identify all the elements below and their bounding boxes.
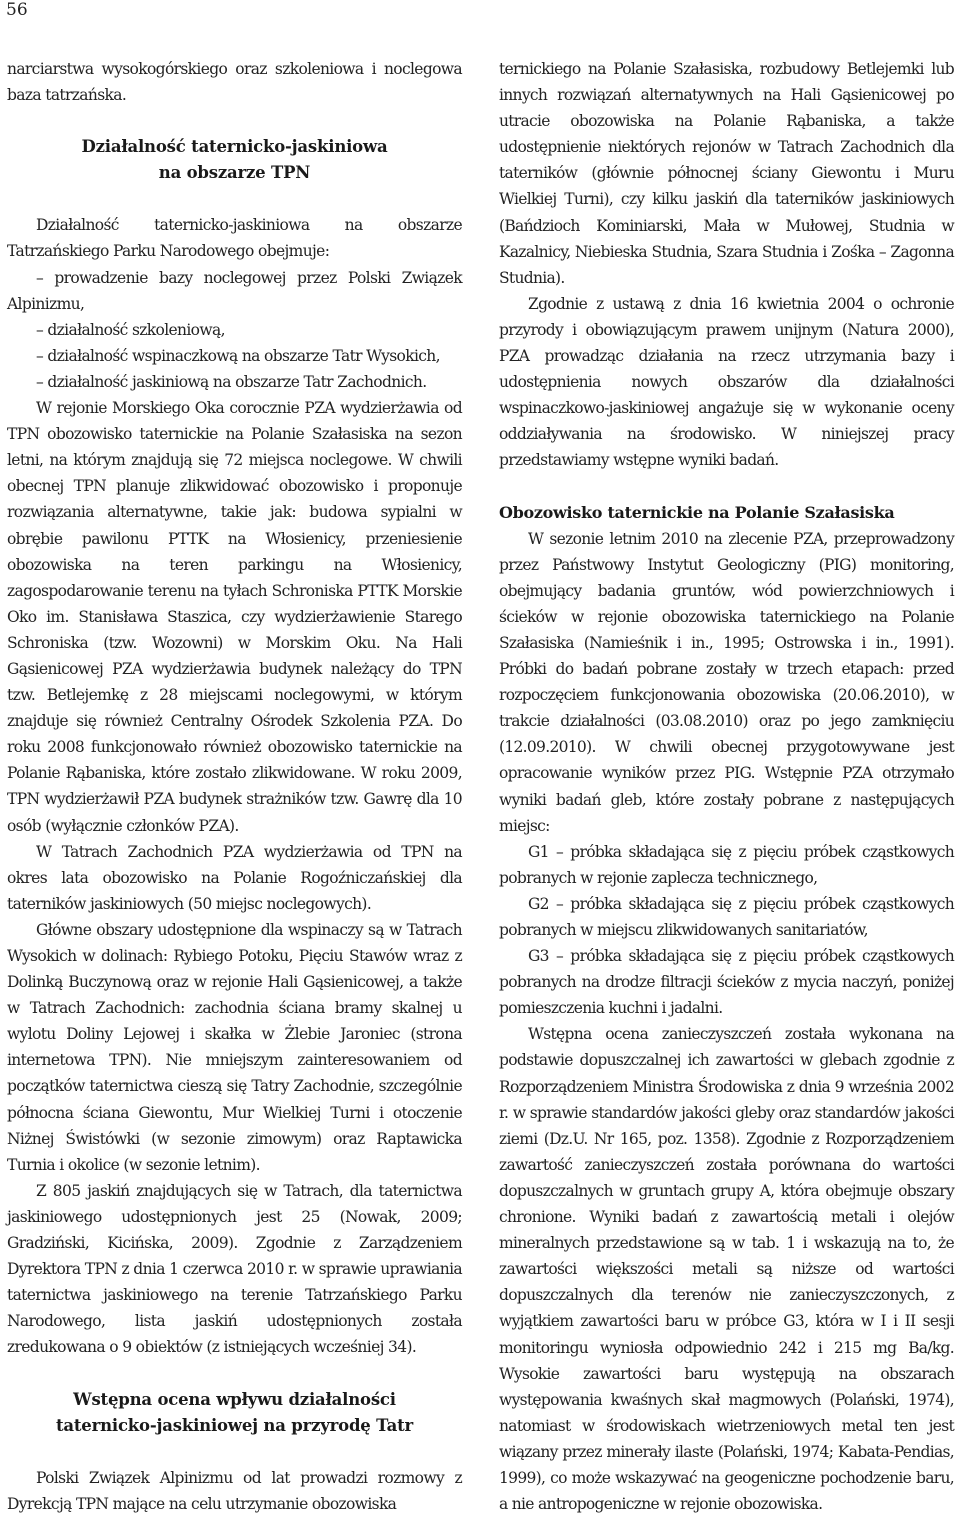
list-item: – działalność szkoleniową, <box>36 320 225 339</box>
paragraph: Polski Związek Alpinizmu od lat prowadzi rozmowy z Dyrekcją TPN mające na celu utrzymanie obozowiska <box>7 1468 462 1513</box>
list-item: – działalność wspinaczkową na obszarze Tatr Wysokich, <box>36 346 440 365</box>
paragraph: W rejonie Morskiego Oka corocznie PZA wydzierżawia od TPN obozowisko taternickie na Polanie Szałasiska na sezon letni, na którym znajdują się 72 miejsca noclegowe. W chwili obecnej TPN planuje zlikwidować obozowisko i proponuje rozwiązania alternatywne, takie jak: budowa sypialni w obrębie pawilonu PTTK na Włosienicy, przeniesienie obozowiska na teren parkingu na Włosienicy, zagospodarowanie terenu na tyłach Schroniska PTTK Morskie Oko im. Stanisława Staszica, czy wydzierżawienie Starego Schroniska (tzw. Wozowni) w Morskim Oku. Na Hali Gąsienicowej PZA wydzierżawia budynek należący do TPN tzw. Betlejemkę z 28 miejscami noclegowymi, w którym znajduje się również Centralny Ośrodek Szkolenia PZA. Do roku 2008 funkcjonowało również obozowisko taternickie na Polanie Rąbaniska, które zostało zlikwidowane. W roku 2009, TPN wydzierżawił PZA budynek strażników tzw. Gawrę dla 10 osób (wyłącznie członków PZA). <box>7 399 462 835</box>
paragraph: W sezonie letnim 2010 na zlecenie PZA, przeprowadzony przez Państwowy Instytut Geologiczny (PIG) monitoring, obejmujący badania gruntów, wód powierzchniowych i ścieków w rejonie obozowiska taternickiego na Polanie Szałasiska (Namieśnik i in., 1995; Ostrowska i in., 1991). Próbki do badań pobrane zostały w trzech etapach: przed rozpoczęciem funkcjonowania obozowiska (20.06.2010), w trakcie działalności (03.08.2010) oraz po jego zamknięciu (12.09.2010). W chwili obecnej przygotowywane jest opracowanie wyników przez PIG. Wstępnie PZA otrzymało wyniki badań gleb, które zostały pobrane z następujących miejsc: <box>499 529 954 835</box>
page-number: 56 <box>6 0 28 20</box>
sample-item-g3: G3 – próbka składająca się z pięciu próbek cząstkowych pobranych na drodze filtracji ścieków z mycia naczyń, poniżej pomieszczenia kuchni i jadalni. <box>499 947 954 1018</box>
paragraph: Wstępna ocena zanieczyszczeń została wykonana na podstawie dopuszczalnej ich zawartości w glebach zgodnie z Rozporządzeniem Ministra Środowiska z dnia 9 września 2002 r. w sprawie standardów jakości gleby oraz standardów jakości ziemi (Dz.U. Nr 165, poz. 1358). Zgodnie z Rozporządzeniem zawartość zanieczyszczeń została porównana do wartości dopuszczalnych w gruntach grupy A, która obejmuje obszary chronione. Wyniki badań z zawartością metali i olejów mineralnych przedstawione są w tab. 1 i wskazują na to, że zawartości większości metali są niższe od wartości dopuszczalnych dla terenów nie zanieczyszczonych, z wyjątkiem zawartości baru w próbce G3, która w I i II sesji monitoringu wyniosła odpowiednio 242 i 215 mg Ba/kg. Wysokie zawartości baru występują na obszarach występowania kwaśnych skał magmowych (Polański, 1974), natomiast w środowiskach wietrzeniowych metal ten jest wiązany przez minerały ilaste (Polański, 1974; Kabata-Pendias, 1999), co może wskazywać na geogeniczne pochodzenie baru, a nie antropogeniczne w rejonie obozowiska. <box>499 1025 954 1514</box>
paragraph: Zgodnie z ustawą z dnia 16 kwietnia 2004 o ochronie przyrody i obowiązującym prawem unijnym (Natura 2000), PZA prowadząc działania na rzecz utrzymania bazy i udostępnienia nowych obszarów dla działalności wspinaczkowo-jaskiniowej angażuje się w wykonanie oceny oddziaływania na środowisko. W niniejszej pracy przedstawiamy wstępne wyniki badań. <box>499 294 954 470</box>
section-heading-2-line-1: Wstępna ocena wpływu działalności <box>73 1389 396 1409</box>
paragraph: Z 805 jaskiń znajdujących się w Tatrach, dla taternictwa jaskiniowego udostępnionych jest 25 (Nowak, 2009; Gradziński, Kicińska, 2009). Zgodnie z Zarządzeniem Dyrektora TPN z dnia 1 czerwca 2010 r. w sprawie uprawiania taternictwa jaskiniowego na terenie Tatrzańskiego Parku Narodowego, lista jaskiń udostępnionych została zredukowana o 9 obiektów (z istniejących wcześniej 34). <box>7 1181 462 1357</box>
spacer <box>7 1361 462 1387</box>
list-item: – działalność jaskiniową na obszarze Tatr Zachodnich. <box>36 372 427 391</box>
paragraph: Główne obszary udostępnione dla wspinaczy są w Tatrach Wysokich w dolinach: Rybiego Potoku, Pięciu Stawów wraz z Dolinką Buczynową oraz w rejonie Hali Gąsienicowej, a także w Tatrach Zachodnich: zachodnia ściana bramy skalnej u wylotu Doliny Lejowej i skałka w Żlebie Jaroniec (strona internetowa TPN). Nie mniejszym zainteresowaniem od początków taternictwa cieszą się Tatry Zachodnie, szczególnie północna ściana Giewontu, Mur Wielkiej Turni i otoczenie Niżnej Świstówki (w sezonie zimowym) oraz Raptawicka Turnia i okolice (w sezonie letnim). <box>7 920 462 1174</box>
spacer <box>7 1439 462 1465</box>
left-column <box>7 56 462 1517</box>
spacer <box>7 186 462 212</box>
paragraph-continuation: ternickiego na Polanie Szałasiska, rozbudowy Betlejemki lub innych rozwiązań alternatywnych na Hali Gąsienicowej po utracie obozowiska na Polanie Rąbaniska, a także udostępnienie niektórych rejonów w Tatrach Zachodnich dla taterników (głównie północnej ściany Giewontu i Muru Wielkiej Turni), czy kilku jaskiń dla taterników jaskiniowych (Bańdzioch Kominiarski, Mała w Mułowej, Studnia w Kazalnicy, Niebieska Studnia, Szara Studnia i Zośka – Zagonna Studnia). <box>499 60 954 287</box>
paragraph: W Tatrach Zachodnich PZA wydzierżawia od TPN na okres lata obozowisko na Polanie Rogoźniczańskiej dla taterników jaskiniowych (50 miejsc noclegowych). <box>7 842 462 913</box>
spacer <box>499 474 954 500</box>
section-heading-1-line-2: na obszarze TPN <box>158 163 311 183</box>
paragraph-continuation: narciarstwa wysokogórskiego oraz szkoleniowa i noclegowa baza tatrzańska. <box>7 60 462 105</box>
spacer <box>7 108 462 134</box>
sample-item-g2: G2 – próbka składająca się z pięciu próbek cząstkowych pobranych w miejscu zlikwidowanych sanitariatów, <box>499 894 954 939</box>
right-column <box>499 56 954 1517</box>
section-heading-1-line-1: Działalność taternicko-jaskiniowa <box>81 137 388 157</box>
sample-item-g1: G1 – próbka składająca się z pięciu próbek cząstkowych pobranych w rejonie zaplecza technicznego, <box>499 842 954 887</box>
subsection-heading: Obozowisko taternickie na Polanie Szałasiska <box>499 502 895 522</box>
section-heading-2-line-2: taternicko-jaskiniowej na przyrodę Tatr <box>55 1415 414 1435</box>
list-item: – prowadzenie bazy noclegowej przez Polski Związek Alpinizmu, <box>7 268 462 313</box>
paragraph: Działalność taternicko-jaskiniowa na obszarze Tatrzańskiego Parku Narodowego obejmuje: <box>7 216 462 261</box>
